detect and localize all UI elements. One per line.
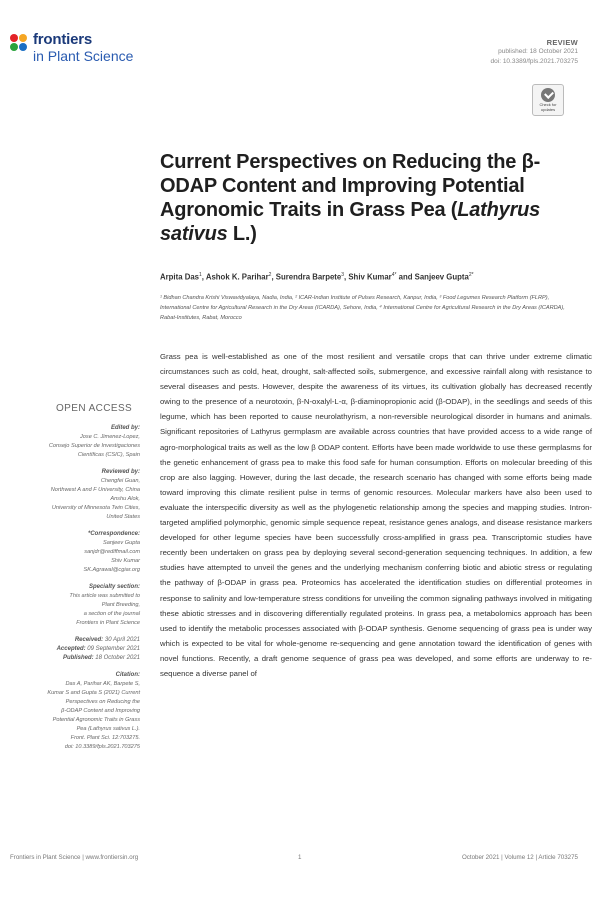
article-meta-header — [491, 38, 578, 67]
accepted-date: Accepted: 09 September 2021 — [56, 646, 140, 652]
received-date: Received: 30 April 2021 — [74, 637, 140, 643]
doi-link[interactable]: doi: 10.3389/fpls.2021.703275 — [490, 57, 578, 65]
reviewed-by: Reviewed by: Chengfei Guan, Northwest A and F University, China Anshu Alok, University of Minnesota Twin Cities, United States — [50, 469, 140, 520]
author[interactable]: Shiv Kumar — [348, 272, 392, 282]
footer-journal[interactable]: Frontiers in Plant Science | www.frontiersin.org — [10, 854, 139, 861]
correspondence: *Correspondence: Sanjeev Gupta sanjdr@rediffmail.com Shiv Kumar SK.Agrawal@cgiar.org — [10, 530, 140, 575]
author[interactable]: Ashok K. Parihar — [205, 272, 269, 282]
published-date-sidebar: Published: 18 October 2021 — [62, 655, 140, 661]
published-date: published: 18 October 2021 — [498, 48, 578, 55]
article-type: REVIEW — [546, 38, 578, 47]
title-species: Lathyrus sativus — [160, 199, 541, 245]
affiliations: ¹ Bidhan Chandra Krishi Viswavidyalaya, Nadia, India, ² ICAR-Indian Institute of Pulses Research, Kanpur, India, ³ Food Legumes Research Platform (FLRP), International Centre for Agricultural Research in the Dry Areas (ICARDA), Sehore, India, ⁴ International Centre for Agricultural Research in the Dry Areas (ICARDA), Rabat-Institutes, Rabat, Morocco — [160, 295, 565, 321]
check-icon — [541, 88, 555, 102]
author[interactable]: Arpita Das — [160, 272, 199, 282]
citation-doi[interactable]: doi: 10.3389/fpls.2021.703275 — [64, 744, 140, 750]
check-updates-label: Check for updates — [539, 102, 557, 112]
page-footer — [10, 854, 578, 861]
page-number: 1 — [298, 854, 302, 861]
email-link[interactable]: SK.Agrawal@cgiar.org — [83, 567, 140, 573]
author[interactable]: Surendra Barpete — [275, 272, 342, 282]
author[interactable]: Sanjeev Gupta — [414, 272, 469, 282]
article-title: Current Perspectives on Reducing the β-ODAP Content and Improving Potential Agronomic Traits in Grass Pea (Lathyrus sativus L.) — [160, 151, 541, 245]
specialty-section: Specialty section: This article was submitted to Plant Breeding, a section of the journal Frontiers in Plant Science — [69, 584, 140, 626]
frontiers-logo-icon — [10, 34, 29, 53]
citation: Citation: Das A, Parihar AK, Barpete S, Kumar S and Gupta S (2021) Current Perspectives on Reducing the β-ODAP Content and Improving Potential Agronomic Traits in Grass Pea (Lathyrus sativus L.). Front. Plant Sci. 12:703275. doi: 10.3389/fpls.2021.703275 — [10, 671, 140, 752]
brand-name: frontiers — [33, 31, 93, 48]
open-access-badge: OPEN ACCESS — [56, 403, 133, 414]
article-info-sidebar — [10, 424, 140, 760]
edited-by: Edited by: Jose C. Jimenez-Lopez, Consejo Superior de Investigaciones Científicas (CSIC), Spain — [48, 425, 140, 458]
check-for-updates-button[interactable] — [532, 84, 564, 116]
dates — [10, 636, 140, 663]
journal-name: in Plant Science — [33, 48, 134, 64]
journal-logo[interactable] — [10, 32, 133, 63]
footer-issue: October 2021 | Volume 12 | Article 703275 — [461, 854, 578, 861]
abstract: Grass pea is well-established as one of the most resilient and versatile crops that can thrive under extreme climatic circumstances such as cold, heat, drought, salt-affected soils, submergence, and excessive rainfall along with resistance to several diseases and pests. However, despite the awareness of its virtues, its cultivation globally has decreased recently owing to the presence of a neurotoxin, β-N-oxalyl-L-α, β-diaminopropionic acid (β-ODAP), in the seedlings and seeds of this legume, which has been reported to cause neurolathyrism, a non-reversible neurological disorder in humans and animals. Significant repositories of Lathyrus germplasm are available across countries that have provided access to a wide range of agro-morphological traits as well as the low β ODAP content. Efforts have been made worldwide to use these germplasms for the genetic enhancement of grass pea to make this food safe for human consumption. Efforts on molecular breeding of this crop are also lagging. However, during the last decade, the research scenario has changed with some efforts being made toward improving this climate resilient pulse in terms of genomic resources. Molecular markers have also been used to evaluate the interspecific diversity as well as the phylogenetic relationship among the species and mapping studies. Intron-targeted amplified polymorphic, genomic simple sequence repeat, resistance genes analogs, and disease resistance markers developed for other legume species have been successfully cross-amplified in grass pea. Transcriptomic studies have recently been undertaken on grass pea by deploying several second-generation sequencing techniques. In addition, a few studies have attempted to unveil the genes and the underlying mechanism conferring biotic and abiotic stress or regulating the pathway of β-ODAP in grass pea. Proteomics has accelerated the identification studies on differential proteomes in response to salinity and low-temperature stress conditions for unveiling the common signaling pathways involved in mitigating these abiotic stresses and in discovering differentially regulated proteins. In grass pea, a metabolomics approach has been used to identify the metabolic processes associated with β-ODAP synthesis. Genome sequencing of grass pea is under way which is expected to be vital for whole-genome re-sequencing and gene annotation toward the identification of genes with novel functions. Recently, a draft genome sequence of grass pea was developed, and some efforts are underway to re-sequence a diverse panel of — [160, 352, 592, 678]
email-link[interactable]: sanjdr@rediffmail.com — [84, 549, 140, 555]
author-list: Arpita Das$^1$, Ashok K. Parihar$^2$, Surendra Barpete$^3$, Shiv Kumar$^{4*}$ and Sanjeev Gupta$^{2*}$ — [160, 272, 474, 282]
